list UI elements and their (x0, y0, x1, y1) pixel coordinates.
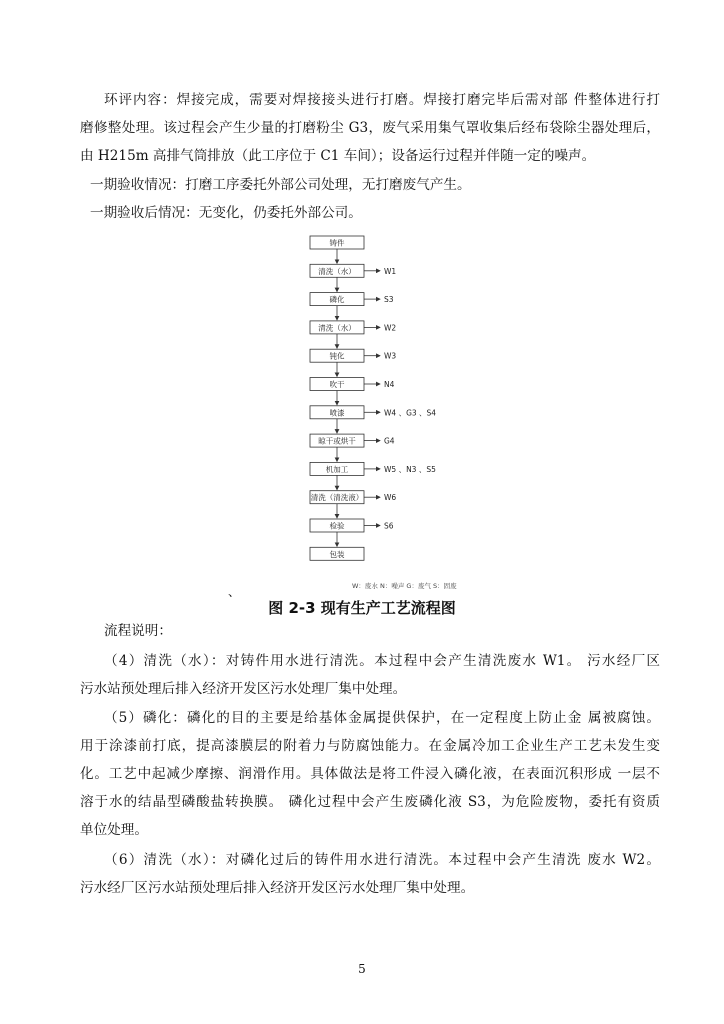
flow-output-label: W6 (384, 493, 397, 503)
flow-step-label: 包装 (329, 549, 345, 559)
flow-step-label: 铸件 (329, 238, 345, 248)
flow-step-label: 清洗（水） (318, 266, 356, 276)
page-number: 5 (358, 962, 366, 976)
flow-output-label: N4 (384, 380, 395, 389)
section-6-line-2: 污水经厂区污水站预处理后排入经济开发区污水处理厂集中处理。 (80, 880, 475, 896)
flow-step-label: 清洗（水） (318, 323, 356, 333)
section-5-line-4: 溶于水的结晶型磷酸盐转换膜。 磷化过程中会产生废磷化液 S3，为危险废物，委托有资质 (80, 794, 660, 810)
intro-line-1: 环评内容：焊接完成，需要对焊接接头进行打磨。焊接打磨完毕后需对部 件整体进行打 (104, 92, 660, 108)
section-4-line-1: （4）清洗（水）：对铸件用水进行清洗。本过程中会产生清洗废水 W1。 污水经厂区 (104, 653, 660, 669)
flow-output-label: W3 (384, 351, 397, 361)
section-5-line-1: （5）磷化：磷化的目的主要是给基体金属提供保护，在一定程度上防止金 属被腐蚀。 (104, 710, 660, 726)
section-5-line-3: 化。工艺中起减少摩擦、润滑作用。具体做法是将工件浸入磷化液，在表面沉积形成 一层不 (80, 766, 660, 782)
flow-legend: W：废水 N：噪声 G：废气 S：固废 (352, 582, 457, 590)
flow-output-label: S6 (384, 521, 394, 531)
figure-mark: 、 (228, 585, 241, 599)
description-heading: 流程说明： (104, 623, 172, 639)
flow-output-label: S3 (384, 295, 394, 305)
flow-output-label: W1 (384, 266, 397, 276)
intro-line-2: 磨修整处理。该过程会产生少量的打磨粉尘 G3，废气采用集气罩收集后经布袋除尘器处理后， (80, 120, 660, 136)
flow-step-label: 磷化 (329, 295, 345, 305)
flow-output-label: W5 、N3 、S5 (384, 464, 436, 474)
section-5-line-5: 单位处理。 (80, 822, 148, 838)
flow-output-label: W4 、G3 、S4 (384, 408, 437, 418)
flow-step-label: 机加工 (325, 464, 349, 474)
section-4-line-2: 污水站预处理后排入经济开发区污水处理厂集中处理。 (80, 681, 407, 697)
flow-step-label: 检验 (329, 521, 345, 531)
acceptance-line-2: 一期验收后情况：无变化，仍委托外部公司。 (90, 205, 362, 221)
flow-output-label: G4 (384, 436, 395, 446)
flow-step-label: 清洗（清洗液） (310, 493, 364, 503)
acceptance-line-1: 一期验收情况：打磨工序委托外部公司处理，无打磨废气产生。 (90, 177, 471, 193)
flow-step-label: 晾干或烘干 (318, 436, 356, 446)
flow-step-label: 喷漆 (329, 408, 345, 418)
figure-title: 图 2-3 现有生产工艺流程图 (268, 599, 456, 617)
flow-step-label: 吹干 (329, 380, 345, 389)
flow-output-label: W2 (384, 323, 397, 333)
section-5-line-2: 用于涂漆前打底，提高漆膜层的附着力与防腐蚀能力。在金属冷加工企业生产工艺未发生变 (80, 738, 660, 754)
intro-line-3: 由 H215m 高排气筒排放（此工序位于 C1 车间）；设备运行过程并伴随一定的噪声。 (80, 148, 596, 164)
flow-step-label: 钝化 (329, 351, 345, 361)
section-6-line-1: （6）清洗（水）：对磷化过后的铸件用水进行清洗。本过程中会产生清洗 废水 W2。 (104, 852, 660, 868)
